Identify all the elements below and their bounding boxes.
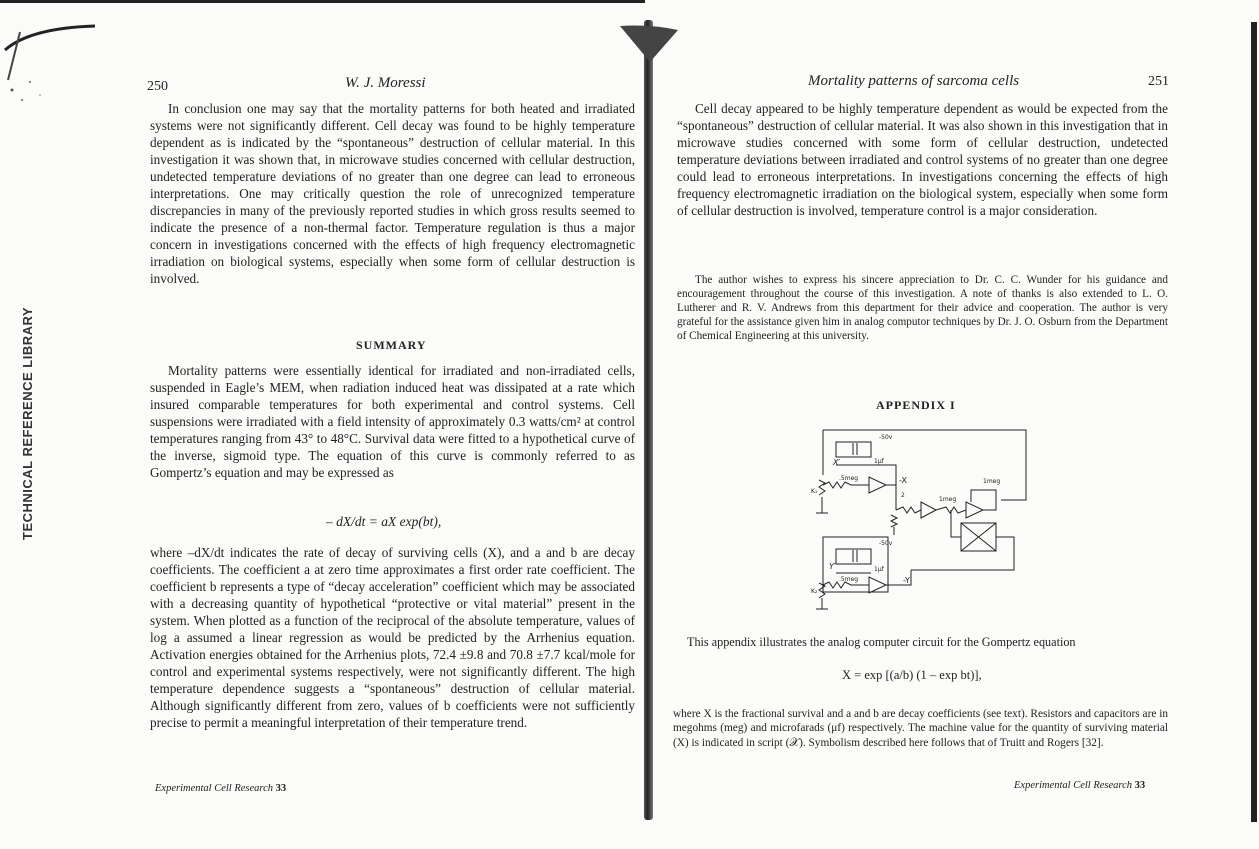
journal-footer: Experimental Cell Research 33 xyxy=(155,783,287,794)
label-x-prime: X′ xyxy=(833,458,841,467)
journal-footer: Experimental Cell Research 33 xyxy=(1014,780,1146,791)
running-head: Mortality patterns of sarcoma cells xyxy=(808,73,1020,89)
torn-corner-mark xyxy=(0,20,100,115)
page-number: 251 xyxy=(1148,74,1169,89)
appendix-notes: where X is the fractional survival and a and b are decay coefficients (see text). Resistors and capacitors are in megohms (meg) and microfarads (μf) respectively. The machine value for the quantity of surviving material (X) is indicated in script (𝒳). Symbolism described here follows that of Truitt and Rogers [32]. xyxy=(673,708,1168,749)
label-v-top: -50v xyxy=(879,434,893,441)
label-k2: K₂ xyxy=(811,588,818,595)
appendix-heading: APPENDIX I xyxy=(876,398,956,412)
label-r-top: .5meg xyxy=(839,475,859,482)
page-number: 250 xyxy=(147,79,168,94)
appendix-caption: This appendix illustrates the analog computer circuit for the Gompertz equation xyxy=(687,635,1076,649)
conclusion-paragraph: In conclusion one may say that the mortality patterns for both heated and irradiated systems were not significantly different. Cell decay was found to be highly temperature dependent as is indicated by the “spontaneous” destruction of cellular material. In this investigation it was shown that, in microwave studies concerned with cellular destruction, undetected temperature deviations of no greater than one degree can lead to erroneous interpretations. One may critically question the role of unrecognized temperature discrepancies in many of the previously reported studies in which gross results seemed to indicate the presence of a non-thermal factor. Temperature regulation is thus a major concern in investigations concerned with the effects of high frequency electromagnetic irradiation on biological systems, especially when some form of cellular destruction is involved. xyxy=(150,101,635,287)
summary-paragraph: Mortality patterns were essentially identical for irradiated and non-irradiated cells, suspended in Eagle’s MEM, when radiation induced heat was dissipated at a rate which insured comparable temperatures for both experimental and control systems. Cell suspensions were irradiated with a field intensity of approximately 0.3 watts/cm² at control temperatures ranging from 43° to 48°C. Survival data were fitted to a hypothetical curve of the inverse, sigmoid type. The equation of this curve is commonly referred to as Gompertz’s equation and may be expressed as xyxy=(150,363,635,481)
label-neg-y: -Y xyxy=(903,576,910,585)
label-r-mid: 1meg xyxy=(939,496,957,503)
scan-edge xyxy=(0,0,645,3)
label-c-bot: 1μf xyxy=(874,566,884,573)
discussion-paragraph: Cell decay appeared to be highly temperature dependent as would be expected from the “spontaneous” destruction of cellular material. It was also shown in this investigation that in microwave studies concerned with some form of cellular destruction, undetected temperature deviations between irradiated and control systems of no greater than one degree could lead to erroneous interpretations. In investigations concerning the effects of high frequency electromagnetic irradiation on the biological system, especially when some form of cellular destruction is involved, temperature control is a major consideration. xyxy=(677,101,1168,219)
label-r-bot: .5meg xyxy=(839,576,859,583)
label-r-right: 1meg xyxy=(983,478,1001,485)
gompertz-equation: – dX/dt = aX exp(bt), xyxy=(326,514,442,529)
summary-heading: SUMMARY xyxy=(356,338,427,352)
right-scan-edge xyxy=(1251,22,1257,822)
running-head: W. J. Moressi xyxy=(345,75,426,91)
acknowledgement: The author wishes to express his sincere appreciation to Dr. C. C. Wunder for his guidance and encouragement throughout the course of this investigation. A note of thanks is also extended to L. O. Lutherer and R. V. Andrews from this department for their advice and cooperation. The author is very grateful for the assistance given him in analog computor techniques by Dr. J. O. Osburn from the Department of Chemical Engineering at this university. xyxy=(677,274,1168,343)
book-spine xyxy=(644,20,653,820)
results-paragraph: where –dX/dt indicates the rate of decay of surviving cells (X), and a and b are decay coefficients. The coefficient a at zero time approximates a first order rate coefficient. The coefficient b represents a type of “decay acceleration” coefficient which may be associated with a decreasing quantity of hypothetical “protective or vital material” present in the system. When plotted as a function of the reciprocal of the absolute temperature, values of log a assumed a linear regression as would be predicted by the Arrhenius equation. Activation energies obtained for the Arrhenius plots, 72.4 ±9.8 and 70.8 ±7.7 kcal/mole for control and experimental systems respectively, were not significantly different. The high temperature dependence suggests a “spontaneous” destruction of cellular material. Although significantly different from zero, values of b coefficients were not sufficiently precise to permit a meaningful interpretation of their temperature trend. xyxy=(150,545,635,731)
label-c-top: 1μf xyxy=(874,458,884,465)
label-v-bot: -50v xyxy=(879,540,893,547)
label-k1: K₁ xyxy=(811,488,818,495)
library-stamp: TECHNICAL REFERENCE LIBRARY xyxy=(20,306,35,540)
label-y-prime: Y′ xyxy=(829,562,836,571)
analog-circuit-diagram xyxy=(811,425,1033,615)
spine-top-mark xyxy=(620,22,680,62)
appendix-equation: X = exp [(a/b) (1 – exp bt)], xyxy=(842,668,982,682)
label-neg-x: -X xyxy=(899,476,907,485)
label-two: 2 xyxy=(901,492,905,499)
